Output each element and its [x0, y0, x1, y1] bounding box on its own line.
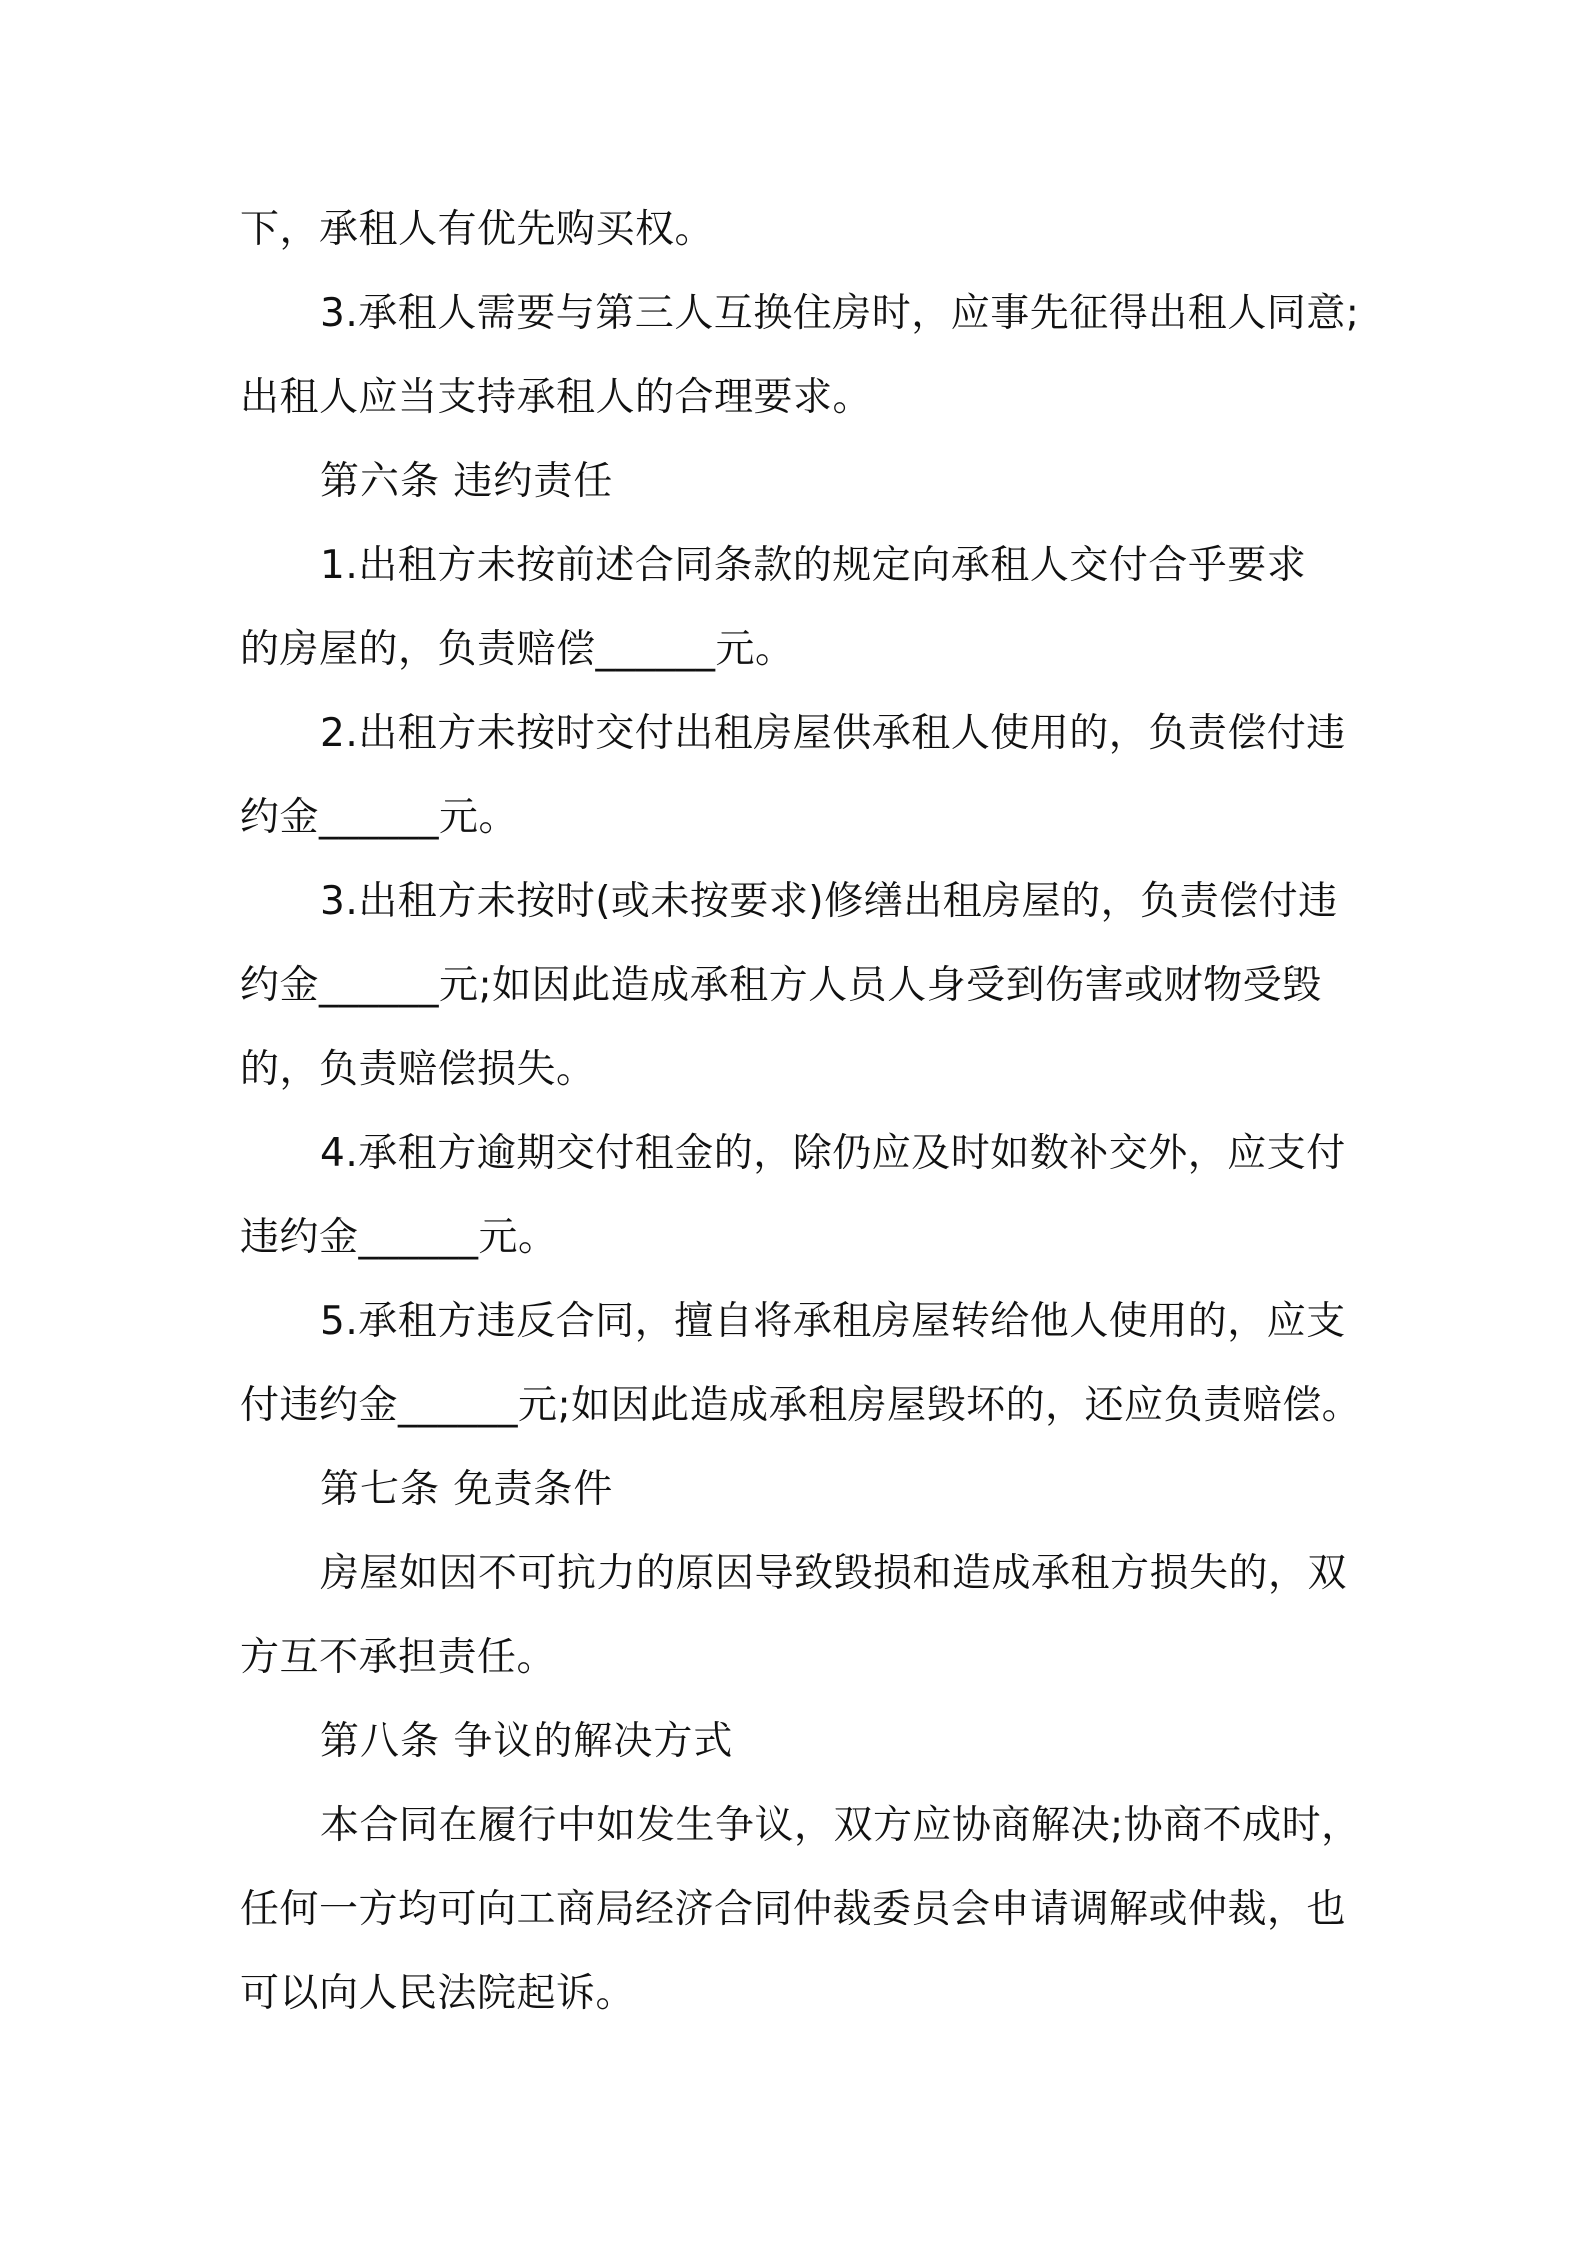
text-line: 下，承租人有优先购买权。	[240, 207, 715, 252]
text-line: 3.出租方未按时(或未按要求)修缮出租房屋的，负责偿付违	[320, 879, 1338, 924]
section-heading: 第六条 违约责任	[320, 459, 614, 504]
text-line: 1.出租方未按前述合同条款的规定向承租人交付合乎要求	[320, 543, 1307, 588]
text-line: 2.出租方未按时交付出租房屋供承租人使用的，负责偿付违	[320, 711, 1346, 756]
text-line: 付违约金______元;如因此造成承租房屋毁坏的，还应负责赔偿。	[240, 1383, 1362, 1428]
text-line: 的房屋的，负责赔偿______元。	[240, 627, 795, 672]
text-line: 任何一方均可向工商局经济合同仲裁委员会申请调解或仲裁，也	[240, 1887, 1347, 1932]
text-line: 的，负责赔偿损失。	[240, 1047, 596, 1092]
text-line: 约金______元;如因此造成承租方人员人身受到伤害或财物受毁	[240, 963, 1322, 1008]
text-line: 方互不承担责任。	[240, 1635, 557, 1680]
text-line: 5.承租方违反合同，擅自将承租房屋转给他人使用的，应支	[320, 1299, 1346, 1344]
section-heading: 第八条 争议的解决方式	[320, 1719, 734, 1764]
text-line: 出租人应当支持承租人的合理要求。	[240, 375, 873, 420]
text-line: 本合同在履行中如发生争议，双方应协商解决;协商不成时，	[320, 1803, 1361, 1848]
text-line: 房屋如因不可抗力的原因导致毁损和造成承租方损失的，双	[320, 1551, 1348, 1596]
text-line: 3.承租人需要与第三人互换住房时，应事先征得出租人同意;	[320, 291, 1360, 336]
section-heading: 第七条 免责条件	[320, 1467, 614, 1512]
text-line: 可以向人民法院起诉。	[240, 1971, 636, 2016]
text-line: 约金______元。	[240, 795, 519, 840]
text-line: 4.承租方逾期交付租金的，除仍应及时如数补交外，应支付	[320, 1131, 1346, 1176]
text-line: 违约金______元。	[240, 1215, 558, 1260]
